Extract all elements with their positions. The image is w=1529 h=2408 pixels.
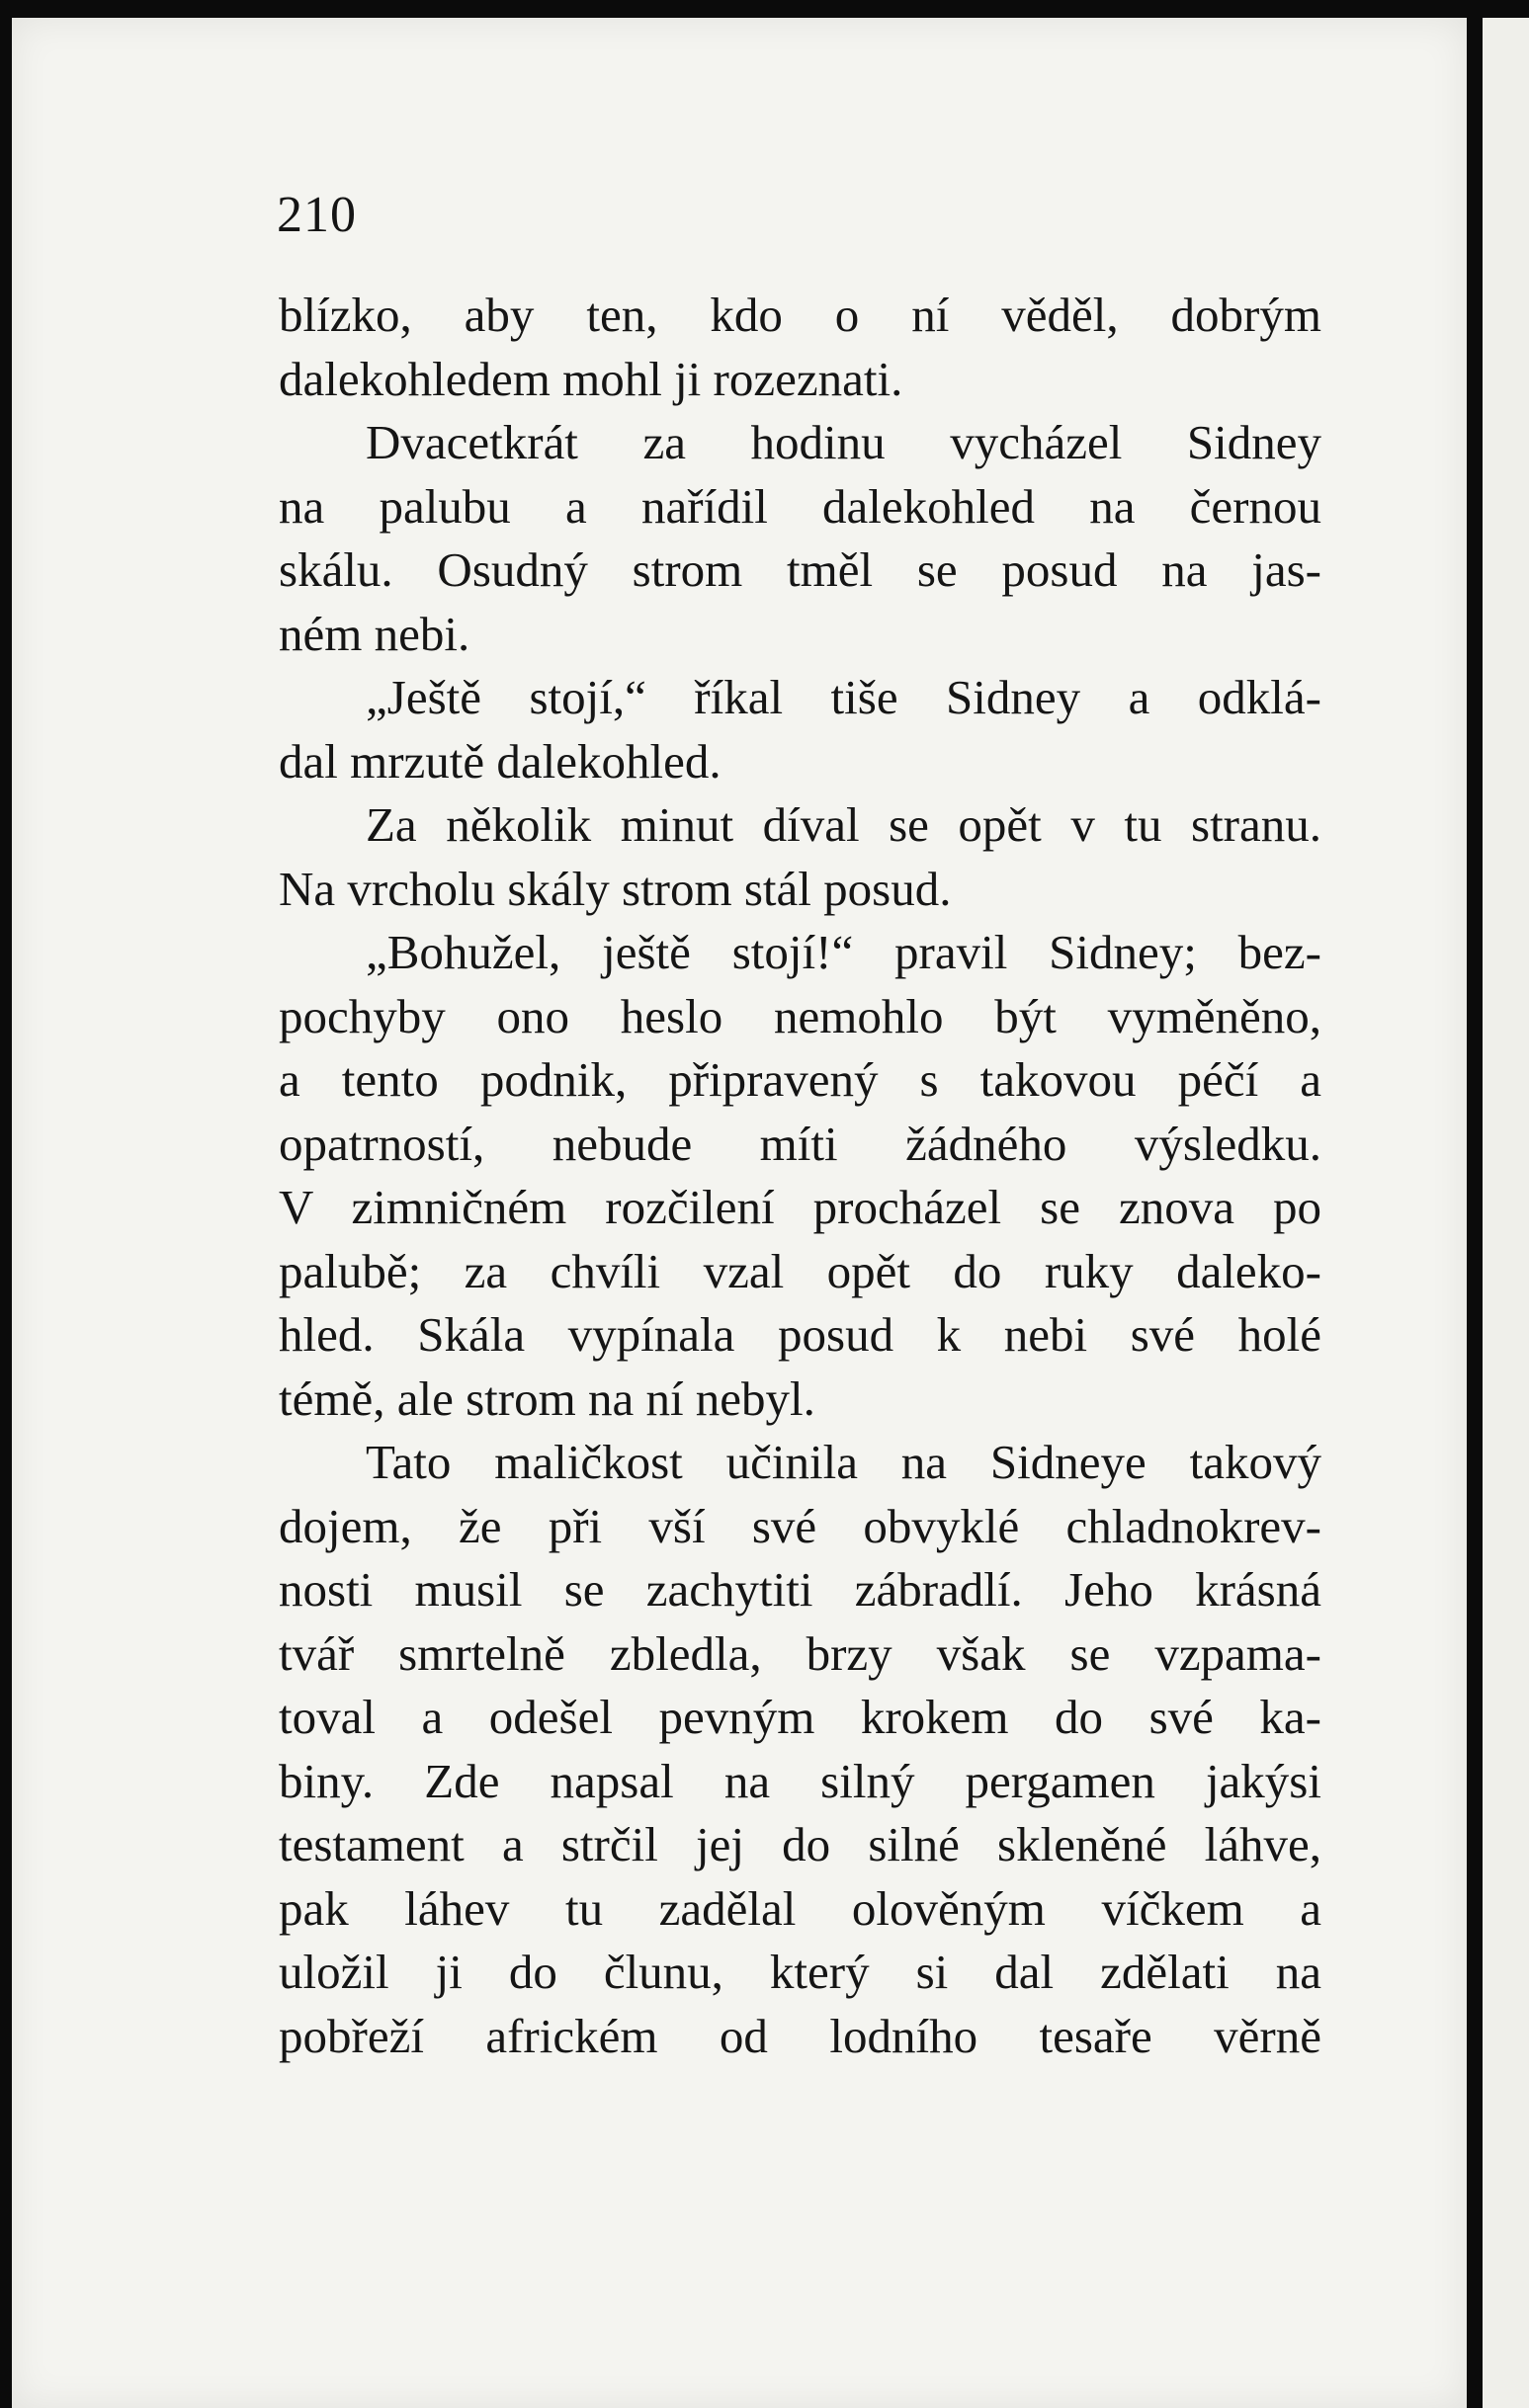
page-number: 210 [277,187,357,243]
text-line: a tento podnik, připravený s takovou péčí a [279,1052,1321,1107]
text-line: V zimničném rozčilení procházel se znova po [279,1180,1321,1234]
text-line: Dvacetkrát za hodinu vycházel Sidney [366,415,1321,469]
text-line: pobřeží africkém od lodního tesaře věrně [279,2008,1321,2063]
text-line: toval a odešel pevným krokem do své ka- [279,1690,1321,1744]
text-line: nosti musil se zachytiti zábradlí. Jeho krásná [279,1562,1321,1617]
text-line: „Ještě stojí,“ říkal tiše Sidney a odklá- [366,670,1321,724]
text-line: Tato maličkost učinila na Sidneye takový [366,1435,1321,1489]
adjacent-page-edge [1483,18,1529,2408]
text-line: hled. Skála vypínala posud k nebi své holé [279,1307,1321,1362]
text-line: dojem, že při vší své obvyklé chladnokrev- [279,1498,1321,1553]
text-line: blízko, aby ten, kdo o ní věděl, dobrým [279,288,1321,342]
text-line: ném nebi. [279,606,470,661]
text-line: pochyby ono heslo nemohlo být vyměněno, [279,988,1321,1043]
text-line: dalekohledem mohl ji rozeznati. [279,351,903,406]
text-line: na palubu a nařídil dalekohled na černou [279,478,1321,534]
body-text [279,284,1321,2068]
text-line: palubě; za chvíli vzal opět do ruky daleko- [279,1243,1321,1298]
text-line: pak láhev tu zadělal olověným víčkem a [279,1880,1321,1936]
text-line: Za několik minut díval se opět v tu stranu. [366,797,1321,852]
text-line: biny. Zde napsal na silný pergamen jakýsi [279,1753,1321,1808]
text-line: testament a strčil jej do silné skleněné láhve, [279,1817,1321,1871]
text-line: Na vrcholu skály strom stál posud. [279,861,952,916]
text-line: „Bohužel, ještě stojí!“ pravil Sidney; bez- [366,925,1321,979]
text-line: opatrností, nebude míti žádného výsledku. [279,1116,1321,1171]
text-line: tvář smrtelně zbledla, brzy však se vzpama- [279,1625,1321,1681]
text-line: skálu. Osudný strom tměl se posud na jas- [279,542,1321,597]
text-line: témě, ale strom na ní nebyl. [279,1370,815,1426]
text-line: dal mrzutě dalekohled. [279,733,722,789]
text-line: uložil ji do člunu, který si dal zdělati na [279,1945,1321,1999]
